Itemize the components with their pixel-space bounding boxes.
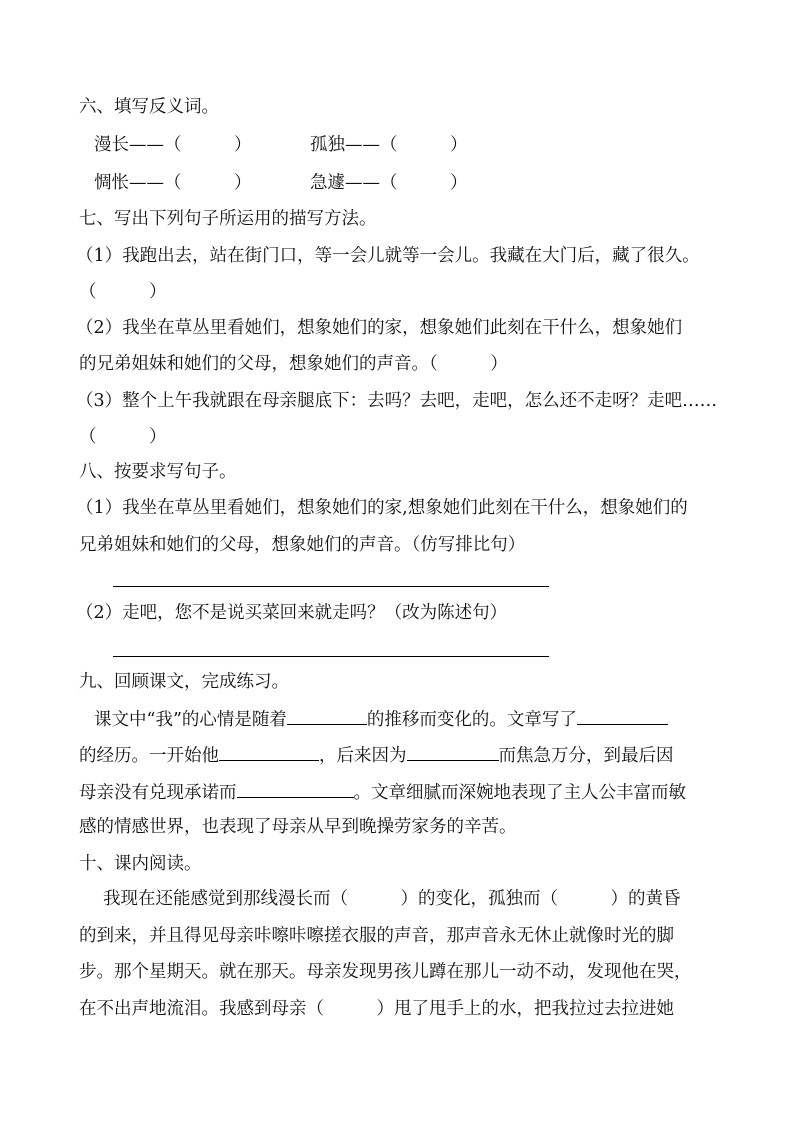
s7-question-1: （1）我跑出去，站在街门口，等一会儿就等一会儿。我藏在大门后，藏了很久。 <box>76 246 700 266</box>
s9-text-1b: 的推移而变化的。文章写了 <box>366 710 577 730</box>
s9-text-3b: 。文章细腻而深婉地表现了主人公丰富而敏 <box>353 783 686 803</box>
reading-paragraph-line-1: 我现在还能感觉到那线漫长而（ ）的变化，孤独而（ ）的黄昏 <box>103 889 681 909</box>
answer-line-2[interactable] <box>113 656 549 657</box>
s8-question-1-line-1: （1）我坐在草丛里看她们，想象她们的家,想象她们此刻在干什么，想象她们的 <box>76 498 688 518</box>
antonym-item-2: 孤独——（ ） <box>310 135 468 155</box>
s9-text-2b: ，后来因为 <box>319 746 407 766</box>
s9-text-3a: 母亲没有兑现承诺而 <box>79 783 237 803</box>
reading-paragraph-line-3: 步。那个星期天。就在那天。母亲发现男孩儿蹲在那儿一动不动，发现他在哭， <box>79 962 692 982</box>
fill-blank-3[interactable] <box>219 742 319 761</box>
s9-text-1a: 课文中“我”的心情是随着 <box>94 710 287 730</box>
section-8-heading: 八、按要求写句子。 <box>79 462 237 482</box>
antonym-item-3: 惆怅——（ ） <box>94 173 252 193</box>
fill-blank-4[interactable] <box>407 742 499 761</box>
antonym-item-1: 漫长——（ ） <box>94 135 252 155</box>
section-9-heading: 九、回顾课文，完成练习。 <box>79 672 289 692</box>
section-6-heading: 六、填写反义词。 <box>79 97 219 117</box>
s8-question-1-line-2: 兄弟姐妹和她们的父母，想象她们的声音。（仿写排比句） <box>79 535 526 555</box>
s9-text-2a: 的经历。一开始他 <box>79 746 219 766</box>
s8-question-2: （2）走吧，您不是说买菜回来就走吗？（改为陈述句） <box>76 603 508 623</box>
reading-paragraph-line-4: 在不出声地流泪。我感到母亲（ ）甩了甩手上的水，把我拉过去拉进她 <box>79 999 674 1019</box>
s7-question-3: （3）整个上午我就跟在母亲腿底下：去吗？去吧，走吧，怎么还不走呀？走吧…… <box>76 391 718 411</box>
s9-line-3 <box>79 779 686 805</box>
fill-blank-5[interactable] <box>237 779 354 798</box>
s7-answer-paren-3: （ ） <box>79 427 167 447</box>
section-7-heading: 七、写出下列句子所运用的描写方法。 <box>79 209 377 229</box>
answer-line-1[interactable] <box>113 586 549 587</box>
section-10-heading: 十、课内阅读。 <box>79 854 202 874</box>
fill-blank-2[interactable] <box>577 706 668 725</box>
s9-line-4: 感的情感世界，也表现了母亲从早到晚操劳家务的辛苦。 <box>79 817 517 837</box>
s7-question-2-line-1: （2）我坐在草丛里看她们，想象她们的家，想象她们此刻在干什么，想象她们 <box>76 318 683 338</box>
s9-text-2c: 而焦急万分，到最后因 <box>498 746 674 766</box>
s9-line-1 <box>94 706 668 732</box>
s7-answer-paren-1: （ ） <box>79 282 167 302</box>
s9-line-2 <box>79 742 674 768</box>
s7-question-2-line-2: 的兄弟姐妹和她们的父母，想象她们的声音。（ ） <box>79 354 508 374</box>
antonym-item-4: 急遽——（ ） <box>310 173 468 193</box>
fill-blank-1[interactable] <box>287 706 367 725</box>
reading-paragraph-line-2: 的到来，并且得见母亲咔嚓咔嚓搓衣服的声音，那声音永无休止就像时光的脚 <box>79 926 674 946</box>
